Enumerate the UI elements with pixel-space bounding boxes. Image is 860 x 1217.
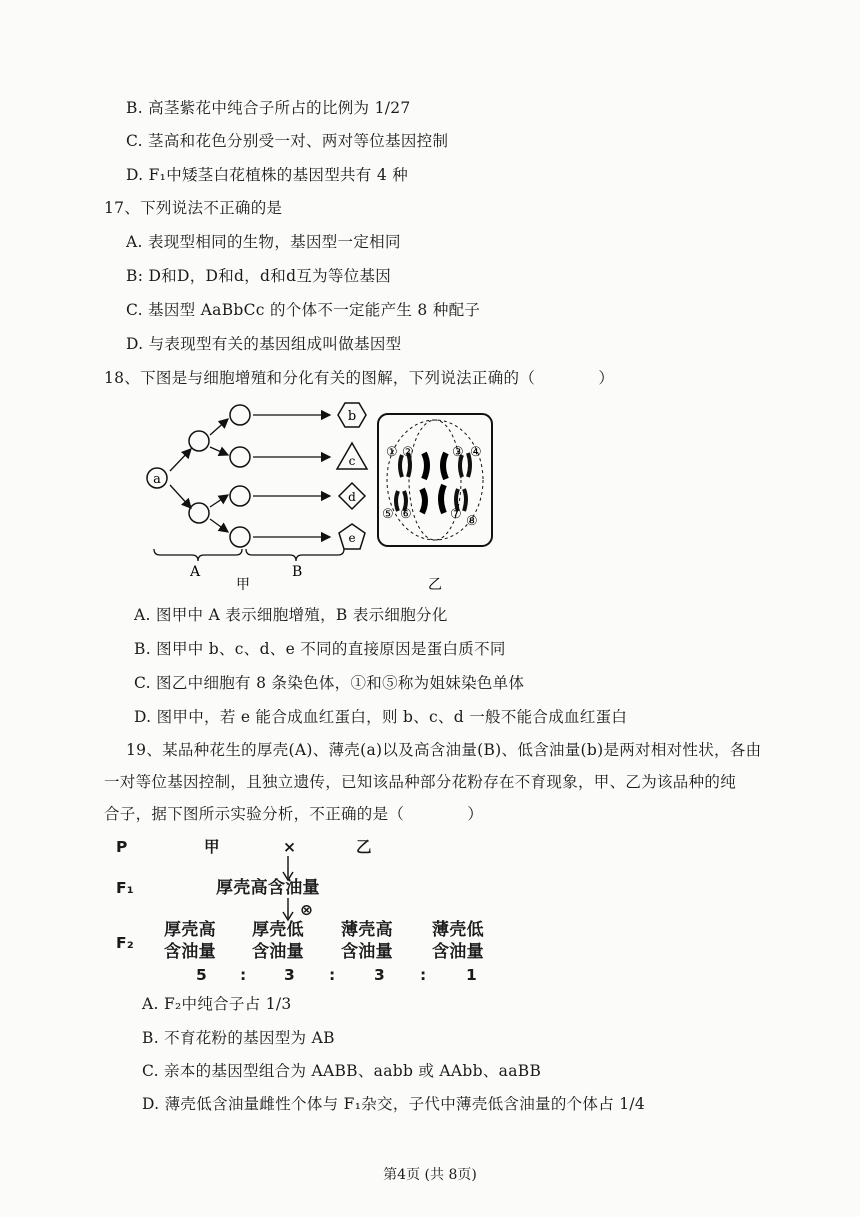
ratio-colon-3: :: [420, 966, 427, 984]
q18-option-c: C. 图乙中细胞有 8 条染色体，①和⑤称为姐妹染色单体: [134, 674, 525, 692]
svg-text:⑤: ⑤: [382, 507, 394, 522]
q17-option-d: D. 与表现型有关的基因组成叫做基因型: [126, 335, 402, 353]
caption-jia: 甲: [236, 577, 250, 593]
selfing-symbol: ⊗: [300, 901, 314, 919]
q19-option-a: A. F₂中纯合子占 1/3: [142, 995, 292, 1013]
ratio-4: 1: [466, 966, 478, 984]
q18-stem: 18、下图是与细胞增殖和分化有关的图解，下列说法正确的（ ）: [104, 369, 615, 387]
cell-b: [338, 403, 366, 427]
q17-option-b: B: D和D，D和d，d和d互为等位基因: [126, 267, 392, 285]
label-B: B: [292, 564, 303, 580]
cell-d: [339, 483, 365, 509]
f2-class-1-line2: 含油量: [164, 942, 216, 962]
svg-text:①: ①: [386, 445, 398, 460]
q19-option-b: B. 不育花粉的基因型为 AB: [142, 1029, 335, 1047]
f2-class-3-line1: 薄壳高: [341, 920, 393, 940]
f2-class-4-line2: 含油量: [432, 942, 484, 962]
f1-phenotype: 厚壳高含油量: [216, 878, 320, 898]
svg-text:⑥: ⑥: [400, 507, 412, 522]
ratio-1: 5: [196, 966, 208, 984]
arrow-f1-to-f2: [280, 898, 296, 922]
cross-symbol: ×: [283, 838, 297, 856]
svg-text:c: c: [348, 454, 356, 468]
p-label: P: [116, 838, 128, 856]
daughter-cell-lower: [189, 503, 209, 523]
q17-stem: 17、下列说法不正确的是: [104, 199, 283, 217]
svg-text:d: d: [348, 490, 356, 504]
parent-jia: 甲: [204, 838, 220, 856]
cell-a: [147, 468, 167, 488]
q19-option-d: D. 薄壳低含油量雌性个体与 F₁杂交，子代中薄壳低含油量的个体占 1/4: [142, 1095, 646, 1113]
brace-B: [246, 549, 344, 561]
f2-class-1-line1: 厚壳高: [164, 920, 216, 940]
q16-option-d: D. F₁中矮茎白花植株的基因型共有 4 种: [126, 166, 409, 184]
svg-text:③: ③: [452, 445, 464, 460]
svg-text:b: b: [347, 409, 357, 424]
q18-option-d: D. 图甲中，若 e 能合成血红蛋白，则 b、c、d 一般不能合成血红蛋白: [134, 708, 628, 726]
q17-option-a: A. 表现型相同的生物，基因型一定相同: [126, 233, 401, 251]
svg-text:②: ②: [402, 445, 414, 460]
q18-option-a: A. 图甲中 A 表示细胞增殖，B 表示细胞分化: [134, 606, 448, 624]
q16-option-b: B. 高茎紫花中纯合子所占的比例为 1/27: [126, 99, 411, 117]
q19-stem-line3: 合子，据下图所示实验分析，不正确的是（ ）: [104, 805, 484, 823]
q16-option-c: C. 茎高和花色分别受一对、两对等位基因控制: [126, 132, 449, 150]
figure-18: [140, 395, 510, 595]
f2-class-4-line1: 薄壳低: [432, 920, 484, 940]
label-A: A: [190, 564, 201, 580]
svg-text:④: ④: [470, 445, 482, 460]
f2-label: F₂: [116, 934, 134, 952]
ratio-2: 3: [284, 966, 296, 984]
q19-option-c: C. 亲本的基因型组合为 AABB、aabb 或 AAbb、aaBB: [142, 1062, 542, 1080]
daughter-cell-upper: [189, 431, 209, 451]
ratio-colon-1: :: [240, 966, 247, 984]
cell-c: [337, 443, 367, 469]
q17-option-c: C. 基因型 AaBbCc 的个体不一定能产生 8 种配子: [126, 301, 481, 319]
brace-A: [154, 549, 242, 561]
ratio-colon-2: :: [329, 966, 336, 984]
f2-class-3-line2: 含油量: [341, 942, 393, 962]
svg-text:⑧: ⑧: [466, 514, 478, 529]
page-footer: 第4页 (共 8页): [383, 1167, 477, 1183]
parent-yi: 乙: [356, 838, 372, 856]
svg-text:e: e: [348, 531, 356, 545]
q18-option-b: B. 图甲中 b、c、d、e 不同的直接原因是蛋白质不同: [134, 640, 506, 658]
q19-stem-line2: 一对等位基因控制，且独立遗传，已知该品种部分花粉存在不育现象，甲、乙为该品种的纯: [104, 773, 737, 791]
q19-stem-line1: 19、某品种花生的厚壳(A)、薄壳(a)以及高含油量(B)、低含油量(b)是两对相对性状，各由: [126, 741, 762, 759]
f1-label: F₁: [116, 879, 134, 897]
cell-a-label: a: [153, 472, 161, 487]
cell-e: [339, 524, 365, 549]
svg-text:⑦: ⑦: [450, 507, 462, 522]
ratio-3: 3: [374, 966, 386, 984]
caption-yi: 乙: [428, 577, 442, 593]
f2-class-2-line2: 含油量: [252, 942, 304, 962]
f2-class-2-line1: 厚壳低: [252, 920, 304, 940]
dividing-cell: [378, 414, 492, 546]
